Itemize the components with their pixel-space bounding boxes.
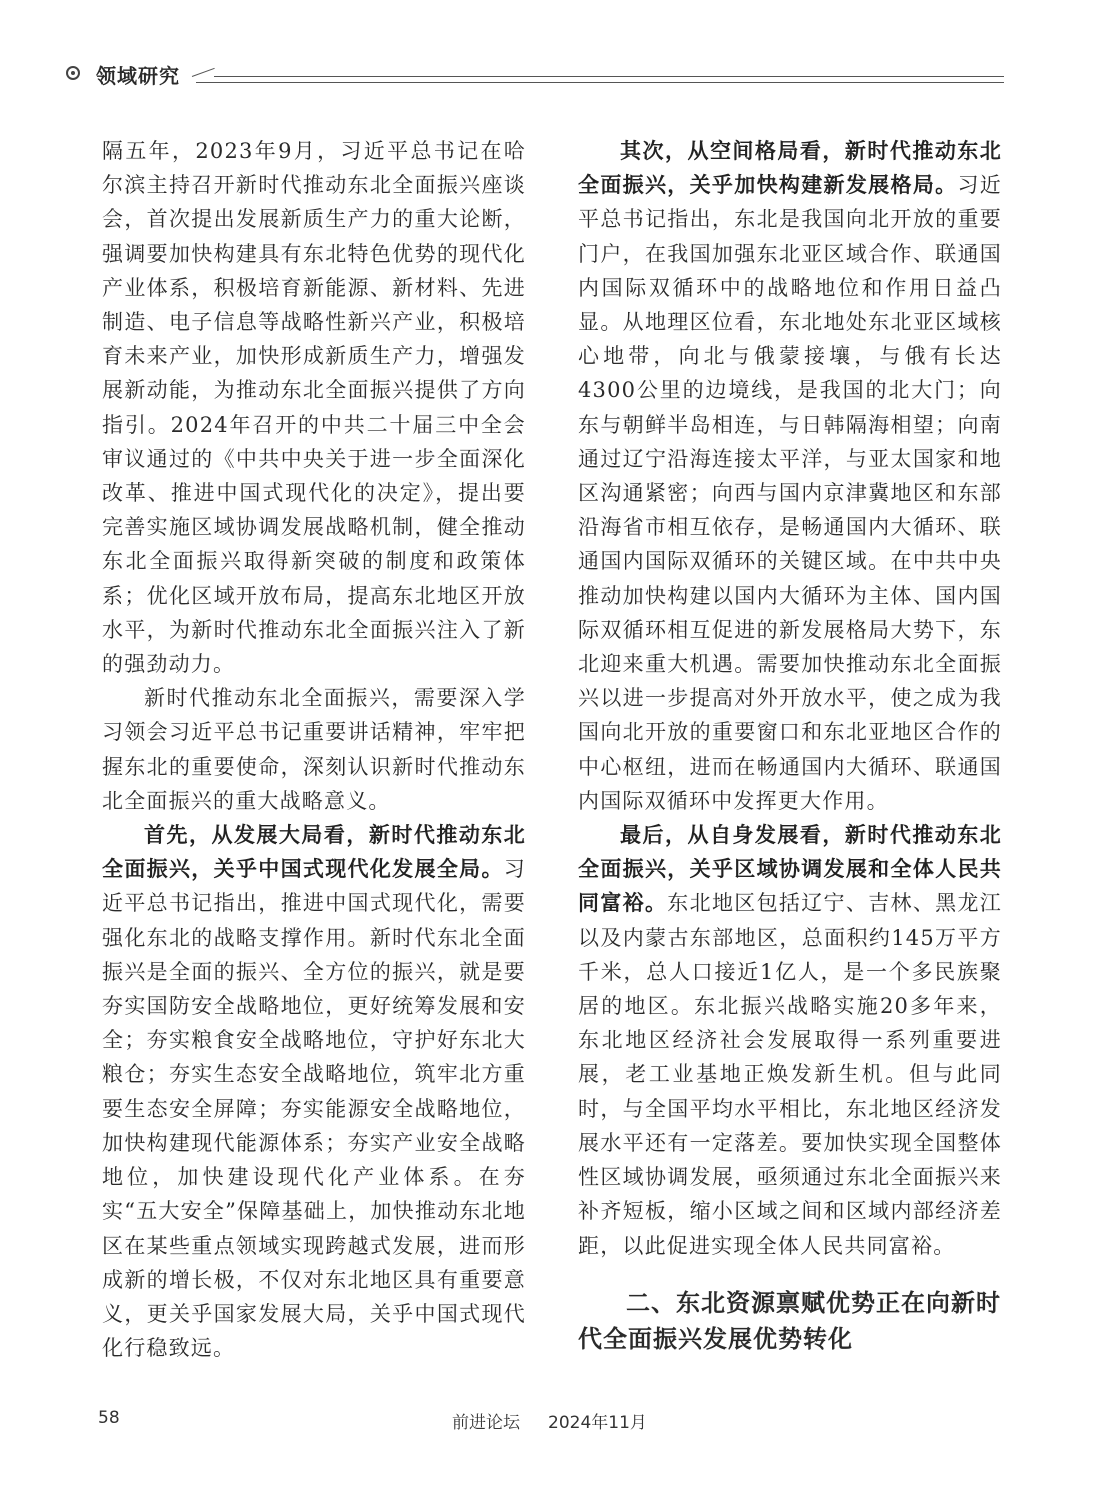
issue-date: 2024年11月 — [548, 1413, 647, 1433]
header-rule-bottom — [196, 82, 1004, 83]
section-title: 领域研究 — [96, 64, 180, 88]
right-paragraph-2-body: 东北地区包括辽宁、吉林、黑龙江以及内蒙古东部地区，总面积约145万平方千米，总人口接近1亿人，是一个多民族聚居的地区。东北振兴战略实施20多年来，东北地区经济社会发展取得一系列重要进展，老工业基地正焕发新生机。但与此同时，与全国平均水平相比，东北地区经济发展水平还有一定落差。要加快实现全国整体性区域协调发展，亟须通过东北全面振兴来补齐短板，缩小区域之间和区域内部经济差距，以此促进实现全体人民共同富裕。 — [578, 891, 1002, 1258]
left-paragraph-3 — [102, 818, 526, 1365]
page-footer — [0, 1408, 1102, 1438]
right-paragraph-1 — [578, 134, 1002, 818]
right-paragraph-1-body: 习近平总书记指出，东北是我国向北开放的重要门户，在我国加强东北亚区域合作、联通国内国际双循环中的战略地位和作用日益凸显。从地理区位看，东北地处东北亚区域核心地带，向北与俄蒙接壤，与俄有长达4300公里的边境线，是我国的北大门；向东与朝鲜半岛相连，与日韩隔海相望；向南通过辽宁沿海连接太平洋，与亚太国家和地区沟通紧密；向西与国内京津冀地区和东部沿海省市相互依存，是畅通国内大循环、联通国内国际双循环的关键区域。在中共中央推动加快构建以国内大循环为主体、国内国际双循环相互促进的新发展格局大势下，东北迎来重大机遇。需要加快推动东北全面振兴以进一步提高对外开放水平，使之成为我国向北开放的重要窗口和东北亚地区合作的中心枢纽，进而在畅通国内大循环、联通国内国际双循环中发挥更大作用。 — [578, 173, 1002, 813]
header-rule-top — [214, 76, 1004, 77]
right-column — [578, 134, 1002, 1357]
right-paragraph-1-lead: 其次，从空间格局看，新时代推动东北全面振兴，关乎加快构建新发展格局。 — [578, 138, 1002, 198]
right-paragraph-2 — [578, 818, 1002, 1263]
left-paragraph-3-body: 习近平总书记指出，推进中国式现代化，需要强化东北的战略支撑作用。新时代东北全面振兴是全面的振兴、全方位的振兴，就是要夯实国防安全战略地位，更好统筹发展和安全；夯实粮食安全战略地位，守护好东北大粮仓；夯实生态安全战略地位，筑牢北方重要生态安全屏障；夯实能源安全战略地位，加快构建现代能源体系；夯实产业安全战略地位，加快建设现代化产业体系。在夯实“五大安全”保障基础上，加快推动东北地区在某些重点领域实现跨越式发展，进而形成新的增长极，不仅对东北地区具有重要意义，更关乎国家发展大局，关乎中国式现代化行稳致远。 — [102, 857, 526, 1361]
left-paragraph-1: 隔五年，2023年9月，习近平总书记在哈尔滨主持召开新时代推动东北全面振兴座谈会，首次提出发展新质生产力的重大论断，强调要加快构建具有东北特色优势的现代化产业体系，积极培育新能源、新材料、先进制造、电子信息等战略性新兴产业，积极培育未来产业，加快形成新质生产力，增强发展新动能，为推动东北全面振兴提供了方向指引。2024年召开的中共二十届三中全会审议通过的《中共中央关于进一步全面深化改革、推进中国式现代化的决定》，提出要完善实施区域协调发展战略机制，健全推动东北全面振兴取得新突破的制度和政策体系；优化区域开放布局，提高东北地区开放水平，为新时代推动东北全面振兴注入了新的强劲动力。 — [102, 139, 526, 677]
left-column — [102, 134, 526, 1365]
left-paragraph-3-lead: 首先，从发展大局看，新时代推动东北全面振兴，关乎中国式现代化发展全局。 — [102, 822, 526, 882]
journal-name: 前进论坛 — [452, 1413, 520, 1433]
page-header — [64, 56, 1004, 96]
right-paragraph-2-lead: 最后，从自身发展看，新时代推动东北全面振兴，关乎区域协调发展和全体人民共同富裕。 — [578, 822, 1002, 916]
section-heading: 二、东北资源禀赋优势正在向新时代全面振兴发展优势转化 — [578, 1288, 1001, 1353]
circle-bullet-icon — [66, 66, 80, 80]
page-number: 58 — [98, 1408, 120, 1428]
header-slash-decoration — [192, 68, 215, 77]
left-paragraph-2: 新时代推动东北全面振兴，需要深入学习领会习近平总书记重要讲话精神，牢牢把握东北的重要使命，深刻认识新时代推动东北全面振兴的重大战略意义。 — [102, 686, 526, 813]
